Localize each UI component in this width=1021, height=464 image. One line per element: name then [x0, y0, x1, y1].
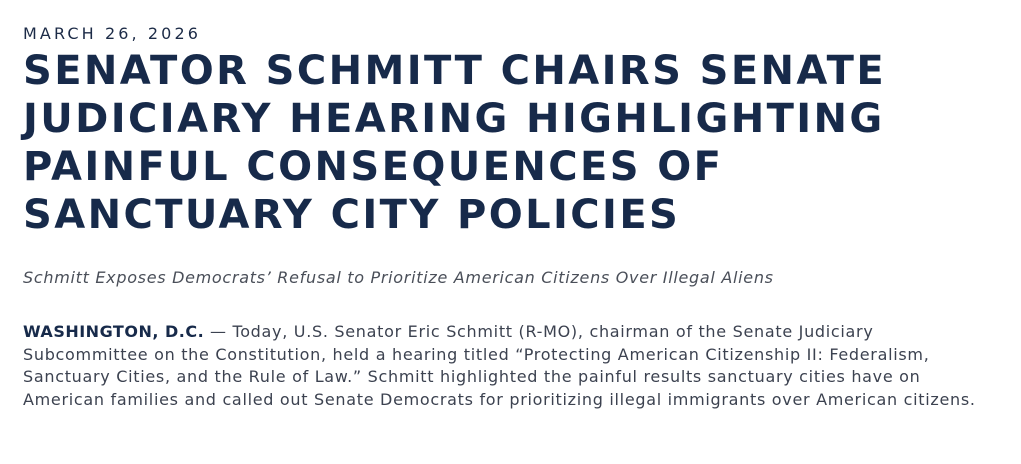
lead-paragraph-text: Today, U.S. Senator Eric Schmitt (R-MO), chairman of the Senate Judiciary Subcommittee on the Constitution, held a hearing titled “Protecting American Citizenship II: Federalism, Sanctuary Cities, and the Rule of Law.” Schmitt highlighted the painful results sanctuary cities have on American families and called out Senate Democrats for prioritizing illegal immigrants over American citizens.	[23, 322, 976, 409]
publish-date: MARCH 26, 2026	[23, 24, 202, 43]
dateline: WASHINGTON, D.C.	[23, 322, 205, 341]
headline: SENATOR SCHMITT CHAIRS SENATE JUDICIARY HEARING HIGHLIGHTING PAINFUL CONSEQUENCES OF SANCTUARY CITY POLICIES	[23, 48, 887, 238]
dateline-dash: —	[204, 322, 233, 341]
subtitle: Schmitt Exposes Democrats’ Refusal to Prioritize American Citizens Over Illegal Aliens	[23, 268, 774, 287]
lead-paragraph	[23, 321, 998, 411]
